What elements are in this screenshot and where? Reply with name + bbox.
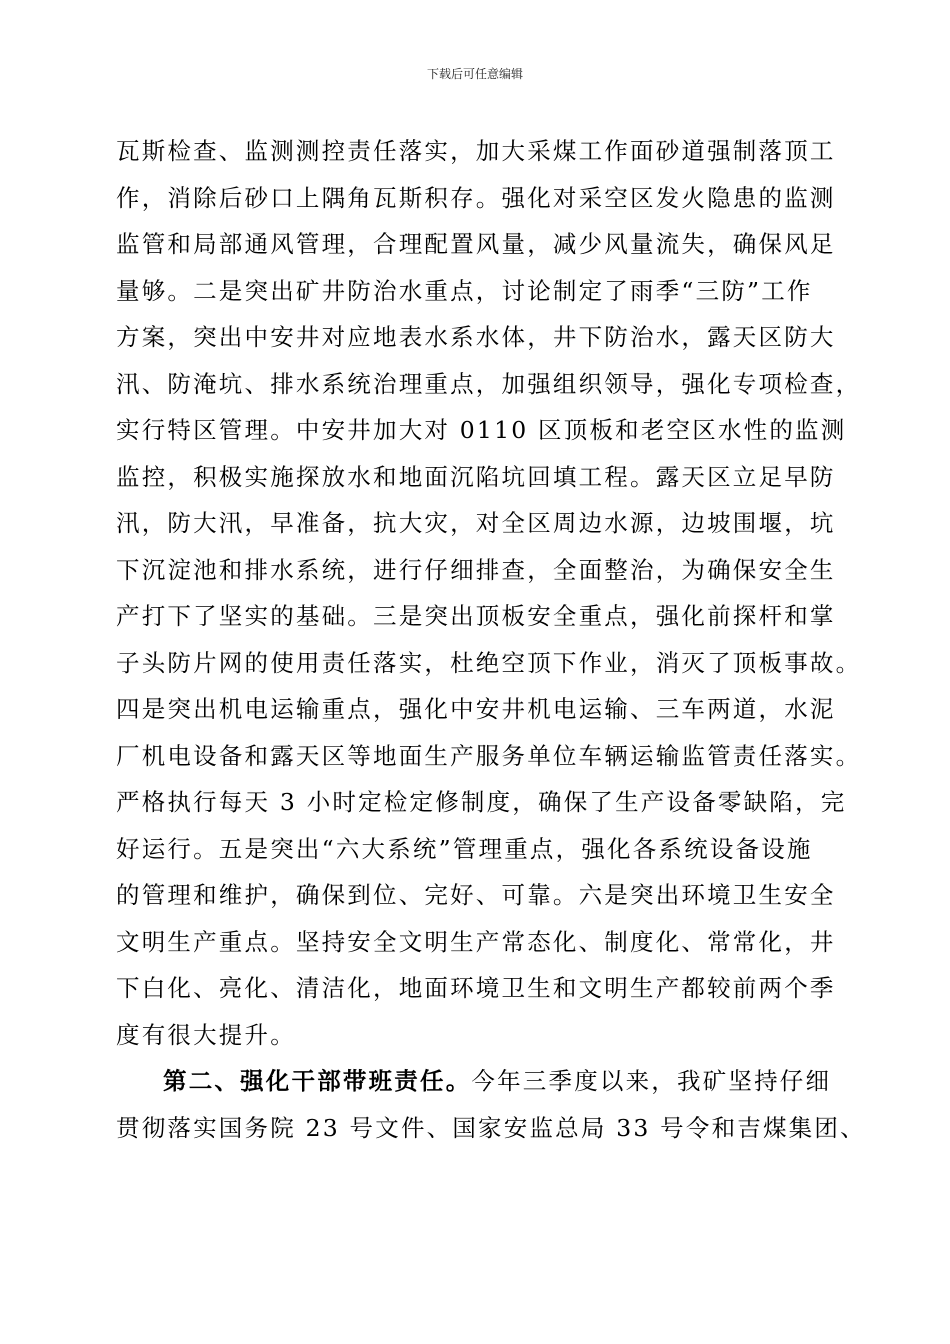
paragraph-line: 汛，防大汛，早准备，抗大灾，对全区周边水源，边坡围堰，坑 [116, 509, 836, 537]
paragraph-line: 方案，突出中安井对应地表水系水体，井下防治水，露天区防大 [116, 323, 836, 351]
paragraph-line: 子头防片网的使用责任落实，杜绝空顶下作业，消灭了顶板事故。 [116, 648, 862, 677]
paragraph-line: 四是突出机电运输重点，强化中安井机电运输、三车两道，水泥 [116, 695, 836, 723]
paragraph-2 [116, 1058, 866, 1151]
paragraph-line: 下白化、亮化、清洁化，地面环境卫生和文明生产都较前两个季 [116, 974, 836, 1002]
paragraph-line: 好运行。五是突出“六大系统”管理重点，强化各系统设备设施 [116, 834, 813, 863]
document-body [116, 128, 866, 1151]
paragraph-line: 监管和局部通风管理，合理配置风量，减少风量流失，确保风足 [116, 230, 836, 258]
paragraph-line: 贯彻落实国务院 23 号文件、国家安监总局 33 号令和吉煤集团、 [116, 1113, 866, 1142]
section-heading: 第二、强化干部带班责任。 [163, 1067, 472, 1095]
paragraph-line: 产打下了坚实的基础。三是突出顶板安全重点，强化前探杆和掌 [116, 602, 836, 630]
paragraph-text: 今年三季度以来，我矿坚持仔细 [471, 1067, 832, 1095]
paragraph-line: 的管理和维护，确保到位、完好、可靠。六是突出环境卫生安全 [116, 881, 836, 909]
paragraph-line [116, 1058, 846, 1105]
page-header: 下载后可任意编辑 [426, 67, 523, 81]
paragraph-line: 汛、防淹坑、排水系统治理重点，加强组织领导，强化专项检查， [116, 369, 862, 398]
paragraph-line: 量够。二是突出矿井防治水重点，讨论制定了雨季“三防”工作 [116, 276, 813, 305]
paragraph-line: 下沉淀池和排水系统，进行仔细排查，全面整治，为确保安全生 [116, 555, 836, 584]
paragraph-line: 厂机电设备和露天区等地面生产服务单位车辆运输监管责任落实。 [116, 741, 862, 770]
paragraph-line: 作，消除后砂口上隅角瓦斯积存。强化对采空区发火隐患的监测 [116, 183, 836, 212]
paragraph-line: 严格执行每天 3 小时定检定修制度，确保了生产设备零缺陷，完 [116, 788, 847, 816]
paragraph-line: 瓦斯检查、监测测控责任落实，加大采煤工作面砂道强制落顶工 [116, 137, 836, 165]
paragraph-line: 实行特区管理。中安井加大对 0110 区顶板和老空区水性的监测 [116, 416, 847, 444]
paragraph-line: 监控，积极实施探放水和地面沉陷坑回填工程。露天区立足早防 [116, 462, 836, 491]
paragraph-line: 度有很大提升。 [116, 1020, 296, 1049]
paragraph-line: 文明生产重点。坚持安全文明生产常态化、制度化、常常化，井 [116, 927, 836, 956]
paragraph-1 [116, 128, 862, 1058]
